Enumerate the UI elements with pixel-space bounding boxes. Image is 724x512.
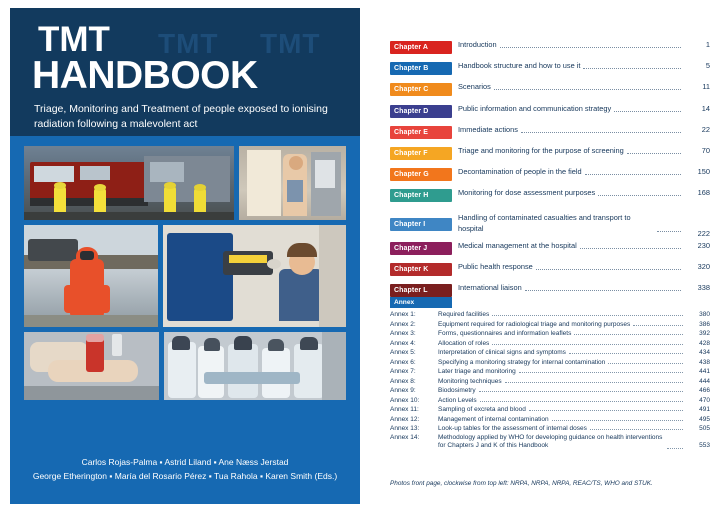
chapter-page-j: 230: [697, 240, 710, 250]
annex-title-9: Biodosimetry: [438, 387, 476, 395]
chapter-chip-l: Chapter L: [390, 284, 452, 297]
annex-num-12: Annex 12:: [390, 415, 420, 423]
toc-row[interactable]: [390, 40, 710, 58]
chapter-chip-b: Chapter B: [390, 62, 452, 75]
annex-title-6: Specifying a monitoring strategy for internal contamination: [438, 358, 606, 366]
leader-dots: [536, 262, 681, 270]
cover-title-tmt: TMT: [38, 20, 110, 59]
chapter-title-c: Scenarios: [458, 82, 491, 92]
chapter-page-e: 22: [701, 124, 710, 134]
toc-row[interactable]: [390, 188, 710, 206]
chapter-title-h: Monitoring for dose assessment purposes: [458, 188, 596, 198]
annex-num-11: Annex 11:: [390, 406, 419, 414]
annex-title-3: Forms, questionnaires and information leaflets: [438, 330, 572, 338]
chapter-title-g: Decontamination of people in the field: [458, 167, 582, 177]
chapter-chip-e: Chapter E: [390, 126, 452, 139]
annex-num-3: Annex 3:: [390, 330, 416, 338]
authors-line-1: Carlos Rojas-Palma ▪ Astrid Liland ▪ Ane Næss Jerstad: [81, 457, 289, 467]
chapter-page-g: 150: [697, 167, 710, 177]
annex-num-2: Annex 2:: [390, 320, 416, 328]
chapter-chip-g: Chapter G: [390, 168, 452, 181]
chapter-page-a: 1: [705, 40, 710, 49]
chapter-chip-d: Chapter D: [390, 105, 452, 118]
annex-num-1: Annex 1:: [390, 311, 416, 318]
annex-page-8: 444: [699, 377, 710, 385]
cover-title-handbook: HANDBOOK: [32, 54, 258, 97]
toc-row[interactable]: [390, 262, 710, 280]
leader-dots: [552, 415, 683, 421]
leader-dots: [525, 283, 681, 291]
chapter-chip-i: Chapter I: [390, 218, 452, 231]
toc-row[interactable]: [390, 146, 710, 164]
annex-row[interactable]: [390, 310, 710, 319]
leader-dots: [614, 104, 681, 112]
annex-num-9: Annex 9:: [390, 387, 416, 395]
leader-dots: [480, 396, 683, 402]
annex-page-3: 392: [699, 330, 710, 338]
annex-title-10: Action Levels: [438, 396, 477, 404]
photo-bus-rescue: [24, 146, 234, 220]
annex-header: Annex: [390, 297, 452, 308]
chapter-page-b: 5: [705, 61, 710, 71]
annex-page-13: 505: [699, 425, 710, 433]
annex-num-7: Annex 7:: [390, 368, 416, 376]
leader-dots: [492, 339, 683, 345]
leader-dots: [608, 358, 683, 364]
annex-num-5: Annex 5:: [390, 349, 416, 357]
chapter-page-d: 14: [701, 103, 710, 113]
watermark-text-1: TMT: [158, 28, 219, 59]
annex-row[interactable]: [390, 339, 710, 348]
annex-title-7: Later triage and monitoring: [438, 368, 516, 376]
photo-row-1: [24, 146, 346, 220]
leader-dots: [574, 329, 683, 335]
chapter-title-j: Medical management at the hospital: [458, 240, 577, 250]
annex-num-13: Annex 13:: [390, 425, 420, 433]
annex-row[interactable]: [390, 358, 710, 367]
annex-num-14: Annex 14:: [390, 433, 420, 441]
annex-row[interactable]: [390, 424, 710, 433]
cover-authors: [10, 456, 360, 483]
cover-header-band: [10, 8, 360, 136]
chapter-title-i: Handling of contaminated casualties and transport to hospital: [458, 212, 631, 233]
annex-page-10: 470: [699, 396, 710, 404]
chapter-chip-j: Chapter J: [390, 242, 452, 255]
authors-line-2: George Etherington ▪ María del Rosario Pérez ▪ Tua Rahola ▪ Karen Smith (Eds.): [32, 470, 338, 481]
photo-row-3: [24, 332, 346, 400]
annex-num-10: Annex 10:: [390, 396, 420, 404]
annex-page-2: 386: [699, 320, 710, 328]
chapter-chip-k: Chapter K: [390, 263, 452, 276]
leader-dots: [505, 377, 683, 383]
toc-row[interactable]: [390, 241, 710, 259]
photo-field-responder-suit: [24, 225, 158, 327]
annex-row[interactable]: [390, 367, 710, 376]
leader-dots: [657, 224, 681, 232]
toc-row[interactable]: [390, 210, 710, 238]
book-cover: [10, 8, 360, 504]
photo-hospital-team: [164, 332, 346, 400]
annex-page-1: 380: [699, 311, 710, 318]
annex-row[interactable]: [390, 386, 710, 395]
annex-title-14: Methodology applied by WHO for developing guidance on health interventions for Chapters J and K of this Handbook: [438, 433, 663, 450]
watermark-text-2: TMT: [260, 28, 321, 59]
leader-dots: [494, 82, 681, 90]
chapter-chip-f: Chapter F: [390, 147, 452, 160]
chapter-title-l: International liaison: [458, 283, 522, 293]
annex-page-11: 491: [699, 406, 710, 414]
leader-dots: [667, 443, 683, 449]
annex-title-13: Look-up tables for the assessment of internal doses: [438, 425, 587, 433]
toc-row[interactable]: [390, 167, 710, 185]
annex-row[interactable]: [390, 348, 710, 357]
annex-title-5: Interpretation of clinical signs and symptoms: [438, 349, 566, 357]
annex-row[interactable]: [390, 415, 710, 424]
photo-patient-monitoring: [239, 146, 346, 220]
chapter-title-b: Handbook structure and how to use it: [458, 61, 581, 71]
leader-dots: [590, 424, 683, 430]
chapter-page-h: 168: [697, 188, 710, 198]
toc-row[interactable]: [390, 61, 710, 79]
chapter-page-f: 70: [701, 145, 710, 155]
annex-row[interactable]: [390, 405, 710, 414]
chapter-page-k: 320: [697, 261, 710, 271]
chapter-chip-c: Chapter C: [390, 83, 452, 96]
chapter-chip-a: Chapter A: [390, 41, 452, 54]
annex-num-4: Annex 4:: [390, 339, 416, 347]
chapter-page-l: 338: [697, 283, 710, 293]
leader-dots: [598, 188, 681, 196]
annex-row[interactable]: [390, 396, 710, 405]
annex-row[interactable]: [390, 320, 710, 329]
annex-page-12: 495: [699, 415, 710, 423]
chapter-title-e: Immediate actions: [458, 124, 518, 134]
annex-row[interactable]: [390, 434, 710, 452]
leader-dots: [633, 320, 683, 326]
annex-page-5: 434: [699, 349, 710, 357]
leader-dots: [479, 386, 683, 392]
annex-title-8: Monitoring techniques: [438, 377, 502, 385]
annex-page-4: 428: [699, 339, 710, 347]
annex-title-2: Equipment required for radiological triage and monitoring purposes: [438, 320, 631, 328]
annex-page-7: 441: [699, 368, 710, 376]
leader-dots: [500, 40, 681, 48]
cover-subtitle: Triage, Monitoring and Treatment of people exposed to ionising radiation following a malevolent act: [34, 103, 328, 131]
annex-page-14: 553: [699, 442, 710, 450]
annex-list: [390, 297, 710, 452]
chapter-page-c: 11: [702, 82, 710, 92]
leader-dots: [583, 61, 681, 69]
leader-dots: [492, 310, 683, 316]
chapter-page-i: 222: [697, 228, 710, 238]
annex-title-4: Allocation of roles: [438, 339, 490, 347]
annex-title-1: Required facilities: [438, 311, 490, 318]
annex-title-12: Management of internal contamination: [438, 415, 549, 423]
photo-child-scanner: [163, 225, 346, 327]
annex-title-11: Sampling of excreta and blood: [438, 406, 526, 414]
annex-page-6: 438: [699, 358, 710, 366]
annex-row[interactable]: [390, 377, 710, 386]
toc-row[interactable]: [390, 104, 710, 122]
leader-dots: [521, 125, 681, 133]
chapter-title-d: Public information and communication strategy: [458, 103, 612, 113]
chapter-title-a: Introduction: [458, 40, 497, 49]
photo-blood-sampling: [24, 332, 159, 400]
annex-page-9: 466: [699, 387, 710, 395]
chapter-chip-h: Chapter H: [390, 189, 452, 202]
photo-row-2: [24, 225, 346, 327]
photo-credit: Photos front page, clockwise from top left: NRPA, NRPA, NRPA, REAC/TS, WHO and STUK.: [390, 480, 653, 487]
toc-row[interactable]: [390, 82, 710, 100]
cover-photo-grid: [24, 146, 346, 405]
leader-dots: [627, 146, 681, 154]
leader-dots: [569, 348, 683, 354]
annex-row[interactable]: [390, 329, 710, 338]
annex-num-6: Annex 6:: [390, 358, 416, 366]
chapter-title-f: Triage and monitoring for the purpose of screening: [458, 145, 624, 155]
leader-dots: [529, 405, 683, 411]
table-of-contents: [390, 40, 710, 304]
chapter-title-k: Public health response: [458, 261, 533, 271]
leader-dots: [519, 367, 683, 373]
toc-row[interactable]: [390, 125, 710, 143]
annex-num-8: Annex 8:: [390, 377, 416, 385]
leader-dots: [580, 241, 681, 249]
leader-dots: [585, 167, 681, 175]
